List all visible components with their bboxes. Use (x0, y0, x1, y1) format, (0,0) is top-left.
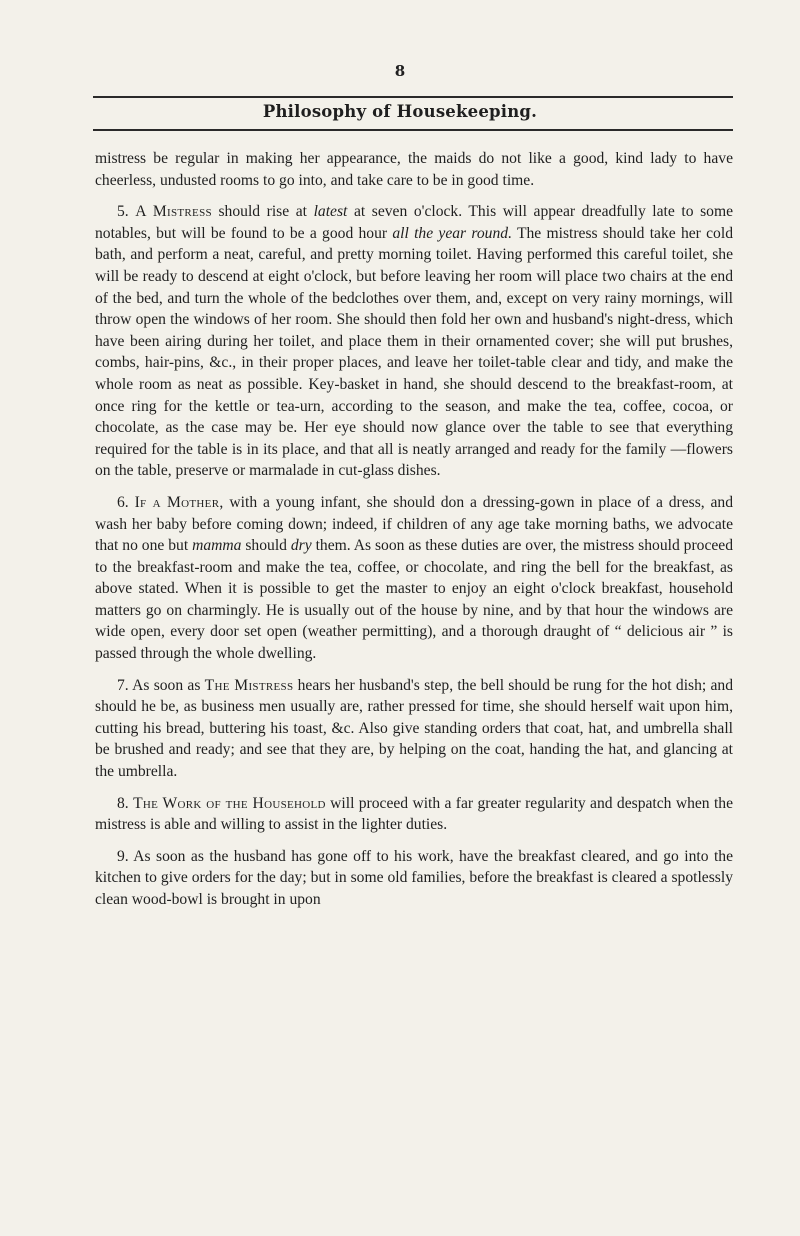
paragraph-number: 6. (117, 493, 129, 511)
paragraph-8: 8. The Work of the Household will proceed with a far greater regularity and despatch when the mistress is able and willing to assist in the lighter duties. (95, 794, 733, 834)
lead-in-small-caps: If a Mother, (134, 493, 224, 511)
paragraph-6: 6. If a Mother, with a young infant, she should don a dressing-gown in place of a dress, and wash her baby before coming down; indeed, if children of any age take morning baths, we advocate that no one but mamma should dry them. As soon as these duties are over, the mistress should proceed to the breakfast-room and make the tea, coffee, or chocolate, and ring the bell for the breakfast, as above stated. When it is possible to get the master to enjoy an eight o'clock breakfast, household matters go on charmingly. He is usually out of the house by nine, and by that hour the windows are wide open, every door set open (weather permitting), and a thorough draught of “ delicious air ” is passed through the whole dwelling. (95, 493, 734, 663)
running-header-title: Philosophy of Housekeeping. (262, 102, 538, 121)
paragraph-number: 7. (117, 676, 129, 694)
header-rule-top (93, 96, 733, 98)
paragraph-7: 7. As soon as The Mistress hears her husband's step, the bell should be rung for the hot dish; and should he be, as business men usually are, rather pressed for time, she should herself wait upon him, cutting his bread, buttering his toast, &c. Also give standing orders that coat, hat, and umbrella shall be brushed and ready; and see that they are, by helping on the coat, handing the hat, and glancing at the umbrella. (95, 676, 734, 781)
page-number: 8 (394, 62, 406, 80)
lead-in-small-caps: A Mistress (135, 203, 212, 221)
emphasis: all the year round. (392, 224, 512, 242)
paragraph-number: 8. (117, 794, 129, 812)
emphasis: dry (290, 537, 312, 555)
header-rule-bottom (93, 129, 733, 131)
body-text (95, 148, 733, 921)
paragraph-continuation: mistress be regular in making her appearance, the maids do not like a good, kind lady to have cheerless, undusted rooms to go into, and take care to be in good time. (95, 150, 733, 189)
lead-in-small-caps: The Mistress (204, 676, 294, 694)
lead-in-small-caps: The Work of the Household (133, 794, 326, 812)
emphasis: latest (313, 203, 348, 221)
paragraph-5: 5. A Mistress should rise at latest at seven o'clock. This will appear dreadfully late to some notables, but will be found to be a good hour all the year round. The mistress should take her cold bath, and perform a neat, careful, and pretty morning toilet. Having performed this careful toilet, she will be ready to descend at eight o'clock, but before leaving her room will place two chairs at the end of the bed, and turn the whole of the bedclothes over them, and, except on very rainy mornings, will throw open the windows of her room. She should then fold her own and husband's night-dress, which have been airing during her toilet, and place them in their ornamented cover; she will put brushes, combs, hair-pins, &c., in their proper places, and leave her toilet-table clear and tidy, and make the whole room as neat as possible. Key-basket in hand, she should descend to the breakfast-room, at once ring for the kettle or tea-urn, according to the season, and make the tea, coffee, cocoa, or chocolate, as the case may be. Her eye should now glance over the table to see that everything required for the table is in its place, and that all is neatly arranged and ready for the family —flowers on the table, preserve or marmalade in cut-glass dishes. (95, 203, 734, 480)
emphasis: mamma (192, 537, 242, 555)
paragraph-9: 9. As soon as the husband has gone off to his work, have the breakfast cleared, and go into the kitchen to give orders for the day; but in some old families, before the breakfast is cleared a spotlessly clean wood-bowl is brought in upon (95, 847, 733, 908)
paragraph-number: 5. (117, 203, 129, 221)
